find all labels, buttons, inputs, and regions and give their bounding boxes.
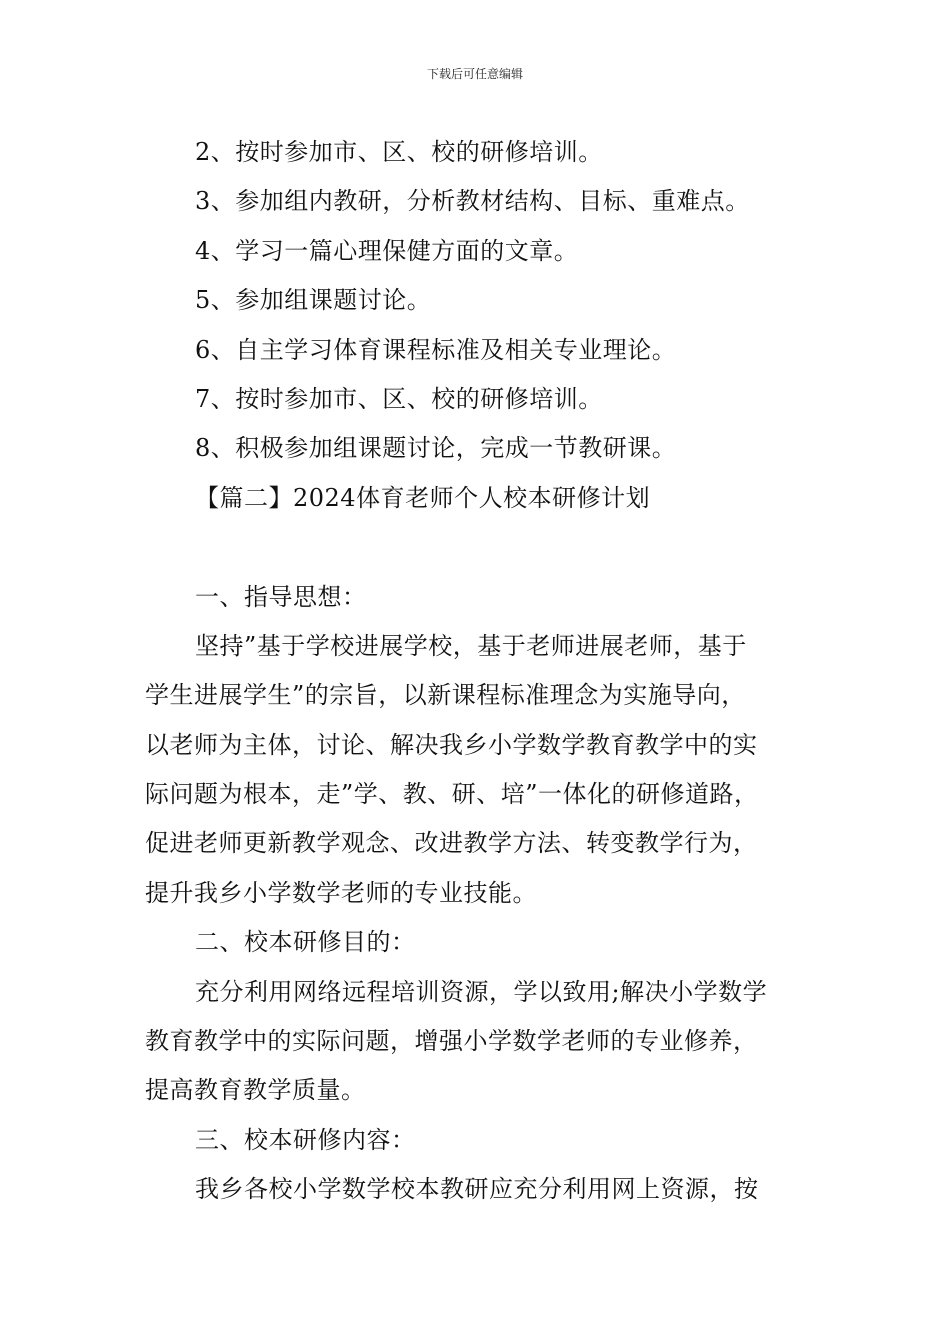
paragraph-line: 坚持”基于学校进展学校，基于老师进展老师，基于 [195, 631, 747, 660]
list-item: 8、积极参加组课题讨论，完成一节教研课。 [195, 434, 677, 463]
list-item: 2、按时参加市、区、校的研修培训。 [195, 138, 603, 166]
section-heading-purpose: 二、校本研修目的： [195, 928, 416, 957]
paragraph-line: 教育教学中的实际问题，增强小学数学老师的专业修养， [145, 1027, 758, 1056]
section-heading-content: 三、校本研修内容： [195, 1125, 416, 1154]
paragraph-line: 提升我乡小学数学老师的专业技能。 [145, 878, 537, 907]
paragraph-line: 促进老师更新教学观念、改进教学方法、转变教学行为， [145, 829, 758, 858]
list-item: 5、参加组课题讨论。 [195, 286, 432, 315]
paragraph-line: 充分利用网络远程培训资源，学以致用;解决小学数学 [195, 977, 768, 1006]
paragraph-line: 提高教育教学质量。 [145, 1076, 366, 1105]
page-header: 下载后可任意编辑 [426, 67, 523, 81]
section-title: 【篇二】2024体育老师个人校本研修计划 [195, 483, 651, 512]
blank-line [145, 523, 845, 572]
list-item: 6、自主学习体育课程标准及相关专业理论。 [195, 335, 677, 364]
document-body [145, 128, 845, 1215]
section-heading-guiding-ideology: 一、指导思想： [195, 582, 367, 611]
list-item: 3、参加组内教研，分析教材结构、目标、重难点。 [195, 187, 750, 216]
paragraph-line: 学生进展学生”的宗旨，以新课程标准理念为实施导向， [145, 681, 746, 710]
paragraph-line: 以老师为主体，讨论、解决我乡小学数学教育教学中的实 [145, 730, 758, 759]
list-item: 7、按时参加市、区、校的研修培训。 [195, 384, 603, 413]
list-item: 4、学习一篇心理保健方面的文章。 [195, 236, 579, 265]
paragraph-line: 际问题为根本，走”学、教、研、培”一体化的研修道路， [145, 780, 759, 809]
paragraph-line: 我乡各校小学数学校本教研应充分利用网上资源，按 [195, 1175, 759, 1204]
